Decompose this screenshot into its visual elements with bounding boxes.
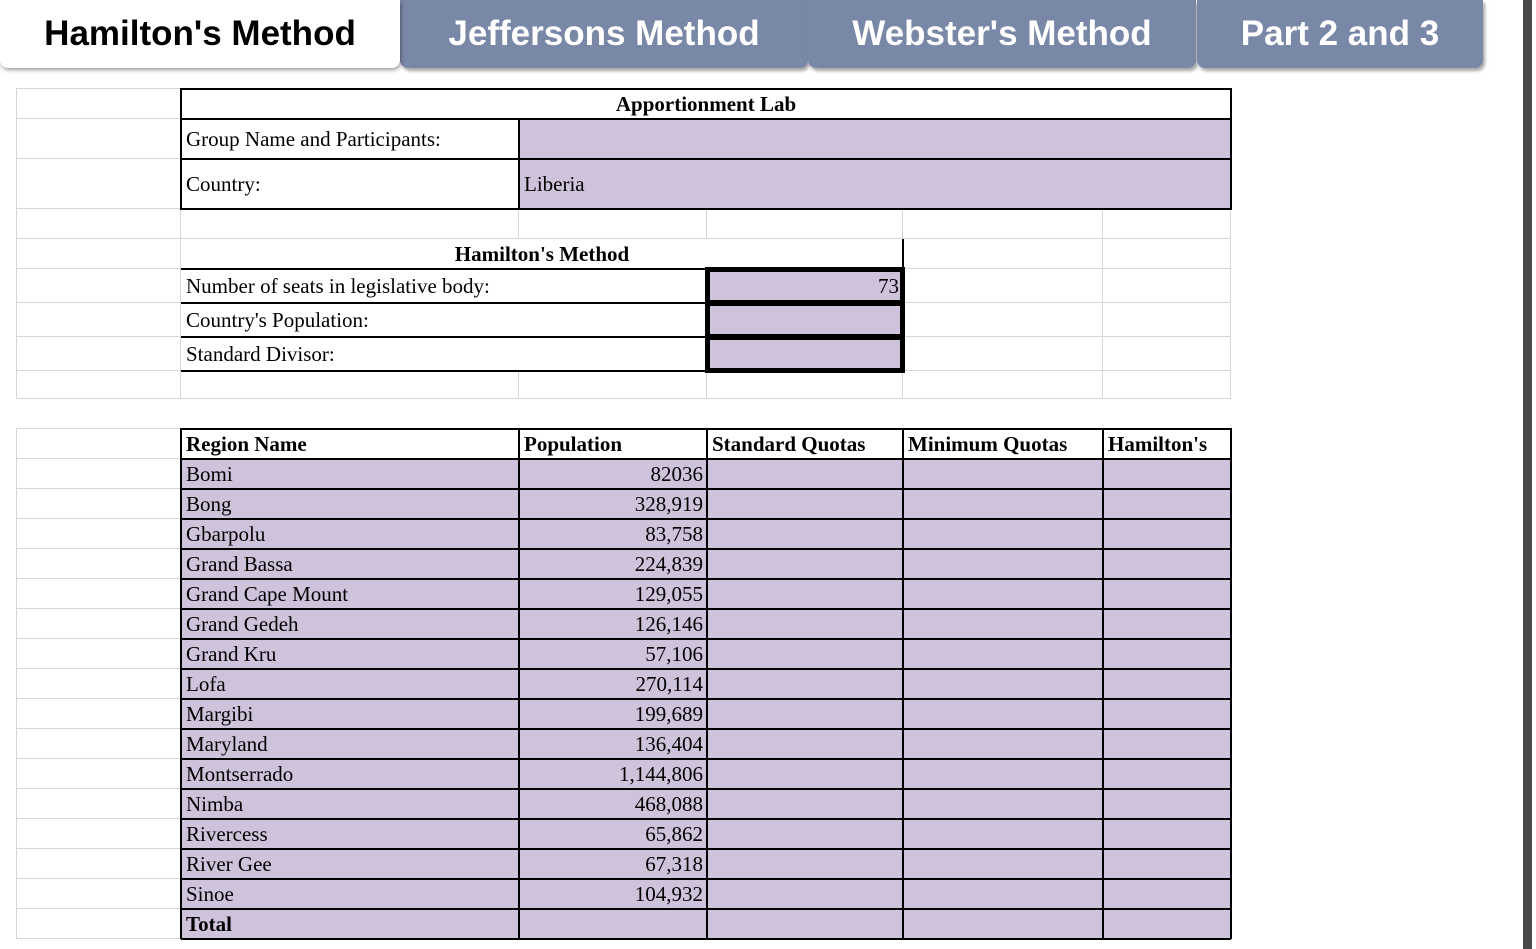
hamiltons-quota-cell[interactable] bbox=[1103, 669, 1231, 699]
empty-cell[interactable] bbox=[1103, 269, 1231, 303]
minimum-quota-cell[interactable] bbox=[903, 759, 1103, 789]
region-population-cell[interactable]: 224,839 bbox=[519, 549, 707, 579]
region-name-cell[interactable]: Rivercess bbox=[181, 819, 519, 849]
region-name-cell[interactable]: River Gee bbox=[181, 849, 519, 879]
empty-cell[interactable] bbox=[181, 209, 519, 239]
region-population-cell[interactable]: 65,862 bbox=[519, 819, 707, 849]
empty-cell[interactable] bbox=[707, 371, 903, 399]
empty-cell[interactable] bbox=[903, 209, 1103, 239]
cell-border-line bbox=[1230, 428, 1232, 939]
input-box-border bbox=[705, 335, 905, 373]
empty-cell[interactable] bbox=[1103, 371, 1231, 399]
input-box-border bbox=[705, 267, 905, 305]
empty-cell[interactable] bbox=[17, 239, 181, 269]
empty-cell[interactable] bbox=[17, 549, 181, 579]
lab-title: Apportionment Lab bbox=[615, 91, 797, 116]
standard-quota-cell[interactable] bbox=[707, 789, 903, 819]
cell-border-line bbox=[181, 336, 707, 338]
empty-cell[interactable] bbox=[17, 89, 181, 119]
empty-cell[interactable] bbox=[17, 819, 181, 849]
standard-quota-cell[interactable] bbox=[707, 549, 903, 579]
hamiltons-quota-cell[interactable] bbox=[1103, 579, 1231, 609]
region-name-cell[interactable]: Bomi bbox=[181, 459, 519, 489]
standard-quota-cell[interactable] bbox=[707, 669, 903, 699]
method-title: Hamilton's Method bbox=[454, 241, 630, 266]
region-population-cell[interactable]: 199,689 bbox=[519, 699, 707, 729]
empty-cell[interactable] bbox=[17, 699, 181, 729]
total-minimum-quota-cell[interactable] bbox=[903, 909, 1103, 939]
minimum-quotas-header: Minimum Quotas bbox=[908, 431, 1068, 456]
standard-quota-cell[interactable] bbox=[707, 609, 903, 639]
empty-cell[interactable] bbox=[17, 729, 181, 759]
standard-quota-cell[interactable] bbox=[707, 639, 903, 669]
minimum-quota-cell[interactable] bbox=[903, 699, 1103, 729]
empty-cell[interactable] bbox=[17, 789, 181, 819]
hamiltons-quota-cell[interactable] bbox=[1103, 819, 1231, 849]
standard-quota-cell[interactable] bbox=[707, 849, 903, 879]
standard-quota-cell[interactable] bbox=[707, 459, 903, 489]
standard-quota-cell[interactable] bbox=[707, 819, 903, 849]
region-population-cell[interactable]: 82036 bbox=[519, 459, 707, 489]
cell-border-line bbox=[181, 302, 707, 304]
region-name-header: Region Name bbox=[186, 431, 307, 456]
empty-cell[interactable] bbox=[17, 459, 181, 489]
region-name-cell[interactable]: Montserrado bbox=[181, 759, 519, 789]
region-name-cell[interactable]: Margibi bbox=[181, 699, 519, 729]
region-population-cell[interactable]: 126,146 bbox=[519, 609, 707, 639]
empty-cell[interactable] bbox=[903, 303, 1103, 337]
empty-cell[interactable] bbox=[17, 579, 181, 609]
cell-border-line bbox=[1102, 428, 1104, 939]
empty-cell[interactable] bbox=[1103, 239, 1231, 269]
minimum-quota-cell[interactable] bbox=[903, 459, 1103, 489]
empty-cell[interactable] bbox=[17, 639, 181, 669]
empty-cell[interactable] bbox=[17, 337, 181, 371]
region-name-cell[interactable]: Grand Cape Mount bbox=[181, 579, 519, 609]
empty-cell[interactable] bbox=[17, 269, 181, 303]
empty-cell[interactable] bbox=[17, 429, 181, 459]
empty-cell[interactable] bbox=[903, 371, 1103, 399]
cell-border-line bbox=[706, 428, 708, 939]
total-standard-quota-cell[interactable] bbox=[707, 909, 903, 939]
empty-cell[interactable] bbox=[707, 209, 903, 239]
hamiltons-quota-cell[interactable] bbox=[1103, 519, 1231, 549]
vertical-scrollbar[interactable] bbox=[1523, 0, 1532, 949]
standard-quota-cell[interactable] bbox=[707, 729, 903, 759]
standard-quota-cell[interactable] bbox=[707, 489, 903, 519]
minimum-quota-cell[interactable] bbox=[903, 639, 1103, 669]
empty-cell[interactable] bbox=[17, 849, 181, 879]
region-population-cell[interactable]: 57,106 bbox=[519, 639, 707, 669]
empty-cell[interactable] bbox=[519, 209, 707, 239]
hamiltons-quota-cell[interactable] bbox=[1103, 879, 1231, 909]
hamiltons-header: Hamilton's bbox=[1108, 431, 1208, 456]
total-label: Total bbox=[181, 909, 519, 939]
region-population-cell[interactable]: 83,758 bbox=[519, 519, 707, 549]
tab-websters-method[interactable]: Webster's Method bbox=[808, 0, 1196, 68]
region-name-cell[interactable]: Lofa bbox=[181, 669, 519, 699]
empty-cell[interactable] bbox=[17, 759, 181, 789]
minimum-quota-cell[interactable] bbox=[903, 729, 1103, 759]
hamiltons-quota-cell[interactable] bbox=[1103, 789, 1231, 819]
minimum-quota-cell[interactable] bbox=[903, 579, 1103, 609]
region-name-cell[interactable]: Grand Bassa bbox=[181, 549, 519, 579]
tab-part-2-and-3[interactable]: Part 2 and 3 bbox=[1197, 0, 1483, 68]
region-name-cell[interactable]: Bong bbox=[181, 489, 519, 519]
cell-border-line bbox=[902, 428, 904, 939]
minimum-quota-cell[interactable] bbox=[903, 519, 1103, 549]
region-name-cell[interactable]: Grand Kru bbox=[181, 639, 519, 669]
minimum-quota-cell[interactable] bbox=[903, 879, 1103, 909]
hamiltons-quota-cell[interactable] bbox=[1103, 729, 1231, 759]
empty-cell[interactable] bbox=[17, 879, 181, 909]
hamiltons-quota-cell[interactable] bbox=[1103, 849, 1231, 879]
region-population-cell[interactable]: 328,919 bbox=[519, 489, 707, 519]
empty-cell[interactable] bbox=[17, 371, 181, 399]
empty-cell[interactable] bbox=[1103, 303, 1231, 337]
country-input[interactable]: Liberia bbox=[519, 159, 1231, 209]
total-hamiltons-cell[interactable] bbox=[1103, 909, 1231, 939]
region-name-cell[interactable]: Grand Gedeh bbox=[181, 609, 519, 639]
minimum-quota-cell[interactable] bbox=[903, 609, 1103, 639]
empty-cell[interactable] bbox=[17, 119, 181, 159]
hamiltons-quota-cell[interactable] bbox=[1103, 699, 1231, 729]
group-name-label: Group Name and Participants: bbox=[186, 126, 441, 151]
region-population-cell[interactable]: 67,318 bbox=[519, 849, 707, 879]
minimum-quota-cell[interactable] bbox=[903, 669, 1103, 699]
seats-label: Number of seats in legislative body: bbox=[186, 273, 490, 298]
region-name-cell[interactable]: Maryland bbox=[181, 729, 519, 759]
minimum-quota-cell[interactable] bbox=[903, 849, 1103, 879]
empty-cell[interactable] bbox=[1103, 337, 1231, 371]
empty-cell[interactable] bbox=[17, 909, 181, 939]
region-population-cell[interactable]: 129,055 bbox=[519, 579, 707, 609]
cell-border-line bbox=[180, 428, 182, 939]
region-name-cell[interactable]: Sinoe bbox=[181, 879, 519, 909]
standard-quotas-header: Standard Quotas bbox=[712, 431, 866, 456]
input-box-border bbox=[705, 301, 905, 339]
minimum-quota-cell[interactable] bbox=[903, 819, 1103, 849]
region-name-cell[interactable]: Nimba bbox=[181, 789, 519, 819]
empty-cell[interactable] bbox=[17, 489, 181, 519]
hamiltons-quota-cell[interactable] bbox=[1103, 549, 1231, 579]
standard-divisor-label: Standard Divisor: bbox=[186, 341, 335, 366]
cell-border-line bbox=[181, 208, 1231, 210]
population-header: Population bbox=[524, 431, 623, 456]
region-population-cell[interactable]: 1,144,806 bbox=[519, 759, 707, 789]
minimum-quota-cell[interactable] bbox=[903, 789, 1103, 819]
empty-cell[interactable] bbox=[17, 303, 181, 337]
empty-cell[interactable] bbox=[1103, 209, 1231, 239]
cell-border-line bbox=[181, 118, 1231, 120]
tab-hamiltons-method[interactable]: Hamilton's Method bbox=[0, 0, 400, 68]
tab-jeffersons-method[interactable]: Jeffersons Method bbox=[400, 0, 808, 68]
empty-cell[interactable] bbox=[17, 519, 181, 549]
standard-quota-cell[interactable] bbox=[707, 579, 903, 609]
standard-quota-cell[interactable] bbox=[707, 879, 903, 909]
cell-border-line bbox=[181, 268, 707, 270]
cell-border-line bbox=[518, 428, 520, 939]
cell-border-line bbox=[518, 119, 520, 209]
cell-border-line bbox=[181, 158, 1231, 160]
empty-cell[interactable] bbox=[17, 669, 181, 699]
standard-quota-cell[interactable] bbox=[707, 519, 903, 549]
hamiltons-quota-cell[interactable] bbox=[1103, 489, 1231, 519]
cell-border-line bbox=[180, 88, 182, 210]
empty-cell[interactable] bbox=[903, 337, 1103, 371]
region-population-cell[interactable]: 468,088 bbox=[519, 789, 707, 819]
sheet-tab-bar bbox=[0, 0, 1536, 72]
hamiltons-quota-cell[interactable] bbox=[1103, 459, 1231, 489]
standard-quota-cell[interactable] bbox=[707, 759, 903, 789]
empty-cell[interactable] bbox=[17, 159, 181, 209]
cell-border-line bbox=[1230, 88, 1232, 210]
minimum-quota-cell[interactable] bbox=[903, 489, 1103, 519]
cell-border-line bbox=[181, 370, 707, 372]
hamiltons-quota-cell[interactable] bbox=[1103, 759, 1231, 789]
empty-cell[interactable] bbox=[903, 239, 1103, 269]
empty-cell[interactable] bbox=[903, 269, 1103, 303]
region-population-cell[interactable]: 104,932 bbox=[519, 879, 707, 909]
cell-border-line bbox=[181, 88, 1231, 90]
empty-cell[interactable] bbox=[17, 609, 181, 639]
standard-quota-cell[interactable] bbox=[707, 699, 903, 729]
minimum-quota-cell[interactable] bbox=[903, 549, 1103, 579]
region-population-cell[interactable]: 270,114 bbox=[519, 669, 707, 699]
empty-cell[interactable] bbox=[181, 371, 519, 399]
empty-cell[interactable] bbox=[17, 209, 181, 239]
empty-cell[interactable] bbox=[519, 371, 707, 399]
country-population-label: Country's Population: bbox=[186, 307, 369, 332]
hamiltons-quota-cell[interactable] bbox=[1103, 609, 1231, 639]
region-name-cell[interactable]: Gbarpolu bbox=[181, 519, 519, 549]
country-label: Country: bbox=[186, 171, 261, 196]
group-name-input[interactable] bbox=[519, 119, 1231, 159]
hamiltons-quota-cell[interactable] bbox=[1103, 639, 1231, 669]
total-population-cell[interactable] bbox=[519, 909, 707, 939]
seats-input[interactable]: 73 bbox=[707, 269, 903, 303]
region-population-cell[interactable]: 136,404 bbox=[519, 729, 707, 759]
